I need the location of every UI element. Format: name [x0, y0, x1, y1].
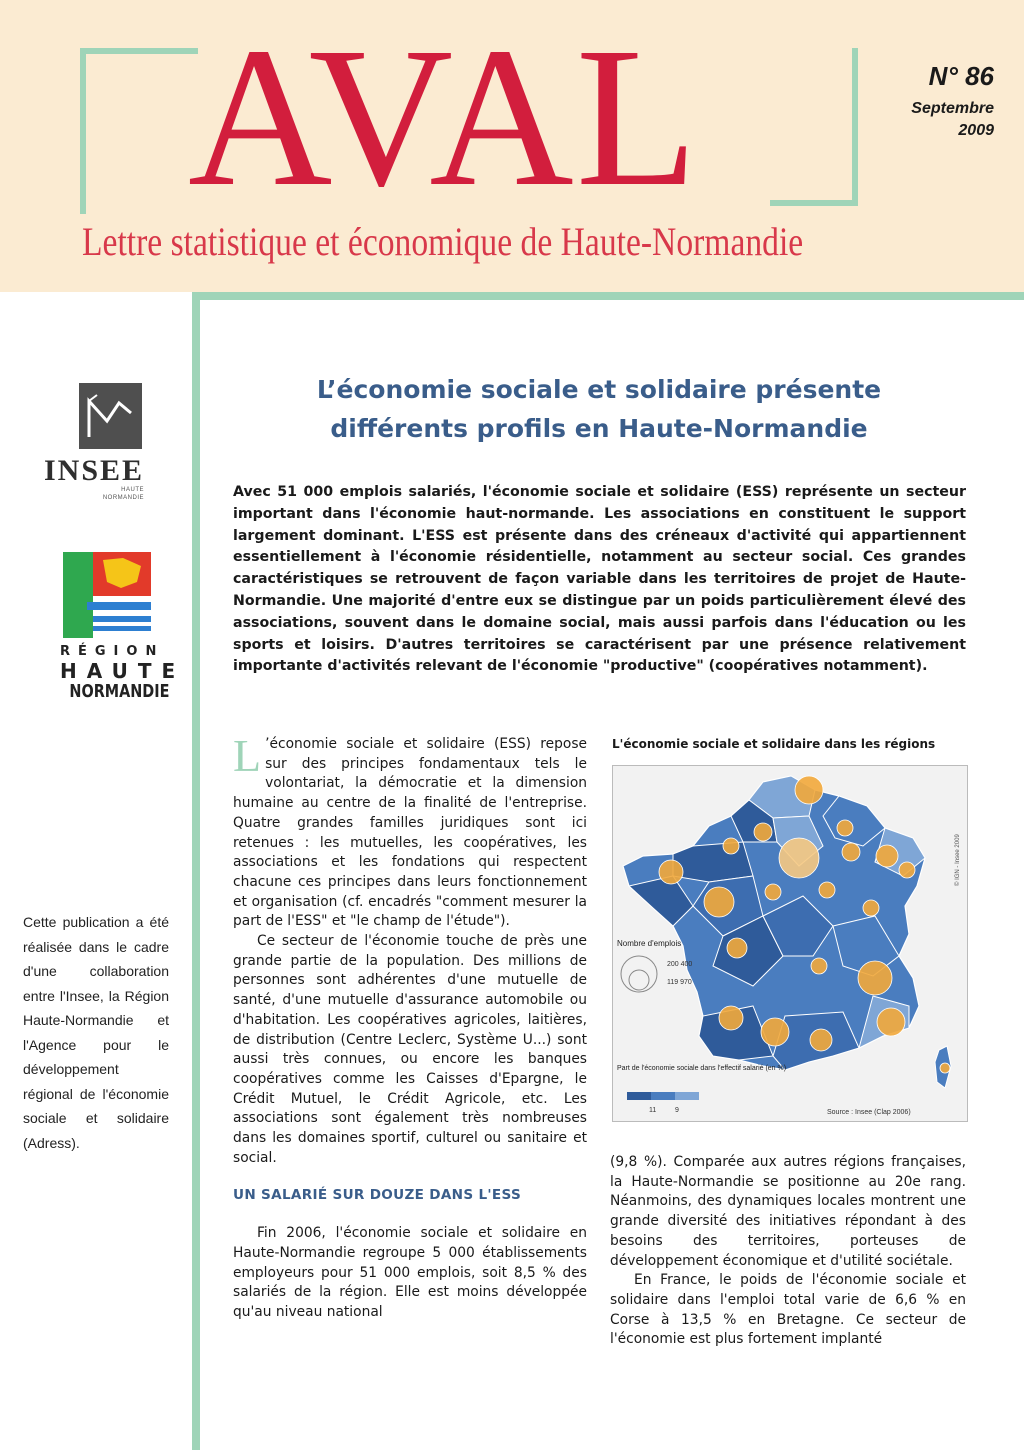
drop-cap: L: [233, 730, 262, 781]
region-logo-icon: [63, 552, 151, 638]
issue-year: 2009: [958, 122, 994, 139]
insee-logo-icon: [79, 383, 142, 449]
map-bubble: [723, 838, 739, 854]
map-bubble: [779, 838, 819, 878]
paragraph-5: En France, le poids de l'économie sociale et solidaire dans l'emploi total varie de 6,6 % en Corse à 13,5 % en Bretagne. Ce secteur de l'économie est plus fortement implanté: [610, 1272, 966, 1348]
region-logo-text: [60, 644, 186, 702]
insee-logo-text: INSEE: [44, 454, 145, 487]
map-copyright: © IGN - Insee 2009: [955, 834, 961, 886]
insee-small-line1: HAUTE: [121, 487, 144, 493]
paragraph-1: ’économie sociale et solidaire (ESS) repose sur des principes fondamentaux tels le volontariat, la démocratie et la dimension humaine au centre de la finalité de l'entreprise. Quatre grandes familles juridiques sont ici retenues : les mutuelles, les coopératives, les associations et les fondations qui respectent chacune ces principes dans leurs fonctionnement et organisation (cf. encadrés "comment mesurer la part de l'ESS" et "le champ de l'étude").: [233, 736, 587, 930]
map-bubble: [858, 961, 892, 995]
content-frame-top: [192, 292, 1024, 300]
insee-small-line2: NORMANDIE: [102, 495, 144, 501]
publication-subtitle: Lettre statistique et économique de Haute-Normandie: [82, 219, 804, 264]
paragraph-4: (9,8 %). Comparée aux autres régions françaises, la Haute-Normandie se positionne au 20e rang. Néanmoins, des dynamiques locales montrent une grande diversité des initiatives répondant à des besoins des territoires, porteuses de développement économique et d'utilité sociétale.: [610, 1154, 966, 1269]
map-bubble: [719, 1006, 743, 1030]
article-column-1: [233, 730, 587, 1323]
issue-month: Septembre: [911, 100, 994, 117]
map-legend-swatch-dark: [627, 1092, 651, 1100]
map-legend-color-title: Part de l'économie sociale dans l'effectif salarié (en %): [617, 1065, 787, 1072]
map-source: Source : Insee (Clap 2006): [827, 1109, 911, 1116]
map-bubble: [899, 862, 915, 878]
map-bubble: [727, 938, 747, 958]
map-bubble: [819, 882, 835, 898]
region-line3: NORMANDIE: [69, 681, 170, 702]
map-bubble: [876, 845, 898, 867]
article-title-line1: L’économie sociale et solidaire présente: [316, 375, 882, 404]
collaboration-note: Cette publication a été réalisée dans le cadre d'une collaboration entre l'Insee, la Région Haute-Normandie et l'Agence pour le développement régional de l'économie sociale et solidaire (Adress).: [23, 914, 169, 1151]
issue-number: N° 86: [928, 61, 994, 91]
paragraph-2: Ce secteur de l'économie touche de près une grande partie de la population. Des millions de personnes sont adhérentes d'une mutuelle de santé, d'une mutuelle d'assurance automobile ou d'habitation. Les coopératives agricoles, laitières, de distribution (Centre Leclerc, Système U...) sont aussi très connues, ou encore les banques coopératives comme les Caisses d'Epargne, le Crédit Mutuel, le Crédit Agricole, etc. Les associations sont également très nombreuses dans les domaines sportif, culturel ou sanitaire et social.: [233, 933, 587, 1166]
map-bubble: [940, 1063, 950, 1073]
region-line1: RÉGION: [60, 644, 165, 659]
map-bubble: [877, 1008, 905, 1036]
france-regions-map: [612, 765, 968, 1122]
map-bubble: [863, 900, 879, 916]
map-legend-break-2: 9: [675, 1107, 679, 1114]
header-bracket-left: [80, 48, 198, 214]
article-column-2: [610, 1153, 966, 1350]
map-bubble: [842, 843, 860, 861]
map-legend-size-title: Nombre d'emplois: [617, 939, 682, 948]
map-legend-break-1: 11: [649, 1107, 657, 1114]
map-legend-swatch-light: [675, 1092, 699, 1100]
content-frame-left: [192, 292, 200, 1450]
map-title: L'économie sociale et solidaire dans les régions: [612, 737, 936, 751]
map-bubble: [659, 860, 683, 884]
map-bubble: [811, 958, 827, 974]
map-bubble: [810, 1029, 832, 1051]
map-legend-size-1: 200 400: [667, 961, 693, 968]
article-title: [232, 370, 966, 448]
article-summary: Avec 51 000 emplois salariés, l'économie sociale et solidaire (ESS) représente un secteur important dans l'économie haut-normande. Les associations en constituent le support largement dominant. L'ESS est présente dans des créneaux d'activité qui appartiennent essentiellement à l'économie résidentielle, notamment au secteur social. Ces grandes caractéristiques se retrouvent de façon variable dans les territoires de projet de Haute-Normandie. Une majorité d'entre eux se distingue par un poids particulièrement élevé des associations, souvent dans le domaine social, mais aussi parfois dans l'éducation ou les sports et loisirs. D'autres territoires se caractérisent par une présence relativement importante d'activités relevant de l'économie "productive" (coopératives notamment).: [233, 484, 966, 675]
map-bubble: [795, 776, 823, 804]
paragraph-3: Fin 2006, l'économie sociale et solidaire en Haute-Normandie regroupe 5 000 établissements employeurs pour 51 000 emplois, soit 8,5 % des salariés de la région. Elle est moins développée qu'au niveau national: [233, 1225, 587, 1320]
map-bubble: [754, 823, 772, 841]
publication-title: AVAL: [188, 7, 700, 228]
map-bubble: [765, 884, 781, 900]
article-title-line2: différents profils en Haute-Normandie: [330, 414, 868, 443]
map-bubble: [761, 1018, 789, 1046]
issue-info: [911, 62, 994, 142]
insee-logo-subtext: [80, 486, 144, 502]
region-line2: HAUTE: [60, 659, 186, 683]
section-heading: UN SALARIÉ SUR DOUZE DANS L'ESS: [233, 1187, 522, 1204]
map-bubble: [704, 887, 734, 917]
map-legend-size-2: 119 970: [667, 979, 692, 986]
map-bubble: [837, 820, 853, 836]
map-legend-swatch-mid: [651, 1092, 675, 1100]
